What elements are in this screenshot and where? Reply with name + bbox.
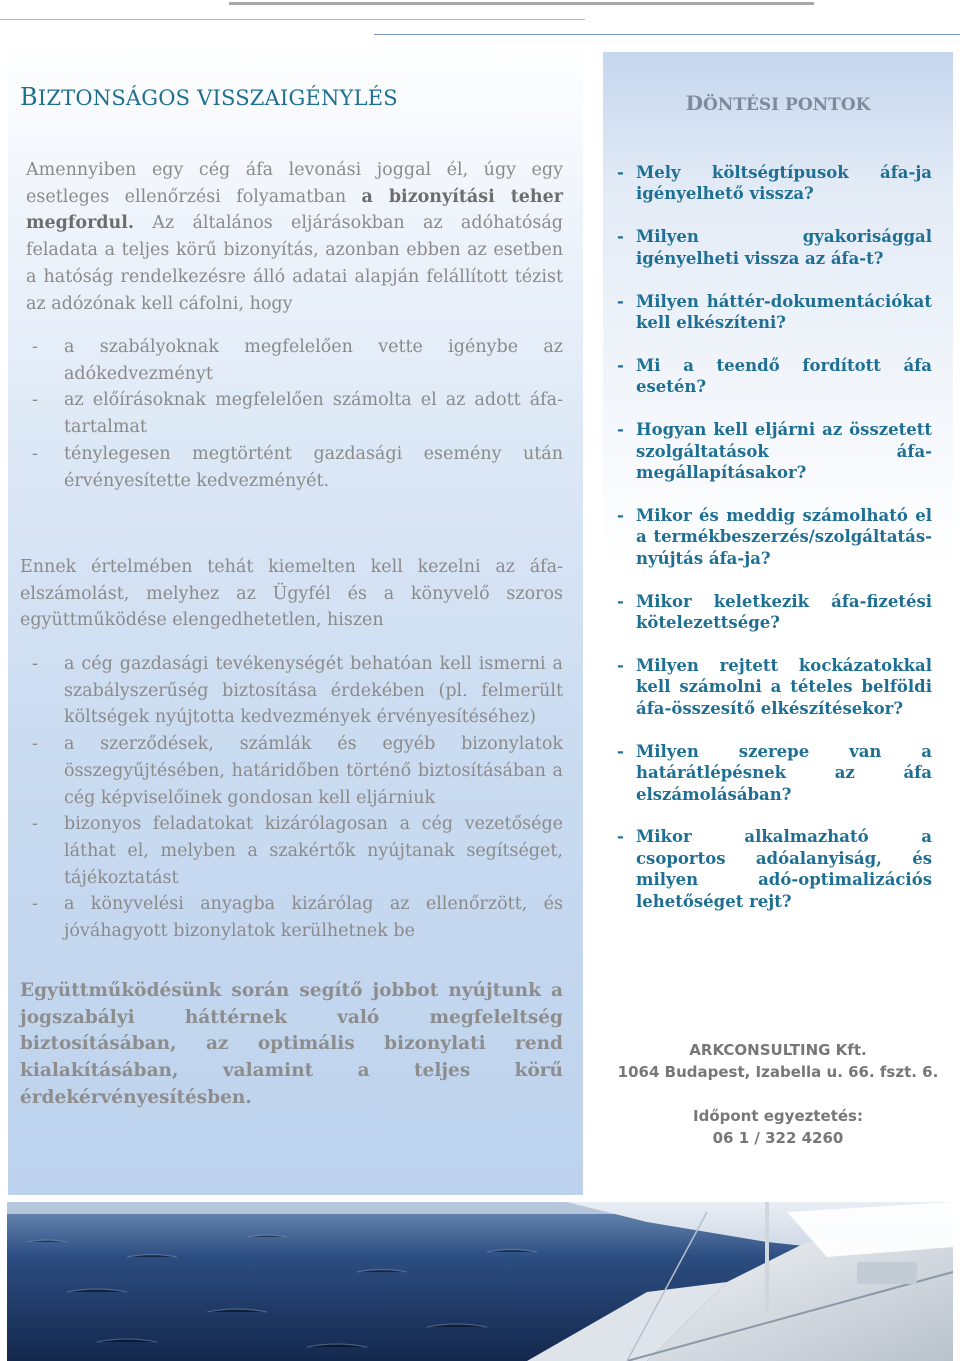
section-title: BIZTONSÁGOS VISSZAIGÉNYLÉS [20,83,398,111]
list-item [26,334,563,387]
list-item-text: Mikor keletkezik áfa-fizetési kötelezettsége? [636,591,932,633]
dash-bullet: - [617,227,624,247]
list-item [617,741,932,805]
top-rule-gray [229,2,814,5]
list-item [617,226,932,269]
dash-bullet: - [32,337,38,357]
list-item-text: ténylegesen megtörtént gazdasági esemény után érvényesítette kedvezményét. [64,443,563,491]
list-item [26,387,563,440]
top-rule-teal [0,19,585,20]
dash-bullet: - [617,741,624,761]
list-item-text: Milyen szerepe van a határátlépésnek az áfa elszámolásában? [636,741,932,804]
phone-number: 06 1 / 322 4260 [712,1129,844,1147]
list-item-text: Mikor alkalmazható a csoportos adóalanyiság, és milyen adó-optimalizációs lehetőséget rejt? [636,827,932,911]
decision-questions-list [617,162,932,934]
dash-bullet: - [617,355,624,375]
dash-bullet: - [617,420,624,440]
closing-statement: Együttműködésünk során segítő jobbot nyújtunk a jogszabályi háttérnek való megfeleltség biztosításában, az optimális bizonylati rend kialakításában, valamint a teljes körű érdekérvényesítésben. [20,980,563,1108]
list-item-text: az előírásoknak megfelelően számolta el az adott áfa-tartalmat [64,390,563,438]
list-item-text: a szabályoknak megfelelően vette igénybe az adókedvezményt [64,337,563,384]
list-item-text: bizonyos feladatokat kizárólagosan a cég vezetősége láthat el, melyben a szakértők nyújtanak segítséget, tájékoztatást [64,814,563,888]
decision-points-title: DÖNTÉSI PONTOK [685,91,871,115]
cooperation-list [26,651,563,945]
requirements-list [26,334,563,494]
dash-bullet: - [32,814,38,835]
list-item [26,441,563,494]
intro-bold-text: a bizonyítási teher megfordul. [26,186,563,234]
list-item-text: Mikor és meddig számolható el a termékbeszerzés/szolgáltatás-nyújtás áfa-ja? [636,505,932,568]
dash-bullet: - [617,591,624,611]
intro-paragraph: Amennyiben egy cég áfa levonási joggal él, úgy egy esetleges ellenőrzési folyamatban a bizonyítási teher megfordul. Az általános eljárásokban az adóhatóság feladata a teljes körű bizonyítás, azonban ebben az esetben a hatóság rendelkezésre álló adatai alapján felállított tézist az adózónak kell cáfolni, hogy [26,160,563,314]
list-item [617,355,932,398]
appointment-label: Időpont egyeztetés: [693,1107,863,1125]
dash-bullet: - [32,894,38,915]
list-item-text: a könyvelési anyagba kizárólag az ellenőrzött, és jóváhagyott bizonylatok kerülhetnek be [64,894,563,942]
dash-bullet: - [32,654,38,674]
dash-bullet: - [32,443,38,464]
second-paragraph: Ennek értelmében tehát kiemelten kell kezelni az áfa-elszámolást, melyhez az Ügyfél és a könyvelő szoros együttműködése elengedhetetlen, hiszen [20,557,563,631]
list-item-text: Milyen gyakorisággal igényelheti vissza az áfa-t? [636,227,932,268]
list-item [617,826,932,912]
list-item [26,731,563,811]
list-item [617,162,932,205]
list-item [617,591,932,634]
dash-bullet: - [617,163,624,182]
list-item-text: Mi a teendő fordított áfa esetén? [636,355,932,397]
dash-bullet: - [32,390,38,411]
list-item [26,811,563,891]
list-item-text: Hogyan kell eljárni az összetett szolgáltatások áfa-megállapításakor? [636,420,932,483]
company-address: 1064 Budapest, Izabella u. 66. fszt. 6. [617,1063,939,1081]
dash-bullet: - [617,505,624,525]
list-item [617,419,932,483]
dash-bullet: - [617,291,624,311]
sailboat-sea-photo [7,1202,953,1361]
list-item-text: a cég gazdasági tevékenységét behatóan kell ismerni a szabályszerűség biztosítása érdekében (pl. felmerült költségek nyújtotta kedvezmények érvényesítéséhez) [64,654,563,728]
list-item [617,291,932,334]
company-name: ARKCONSULTING Kft. [689,1041,867,1059]
list-item-text: Milyen rejtett kockázatokkal kell számolni a tételes belföldi áfa-összesítő elkészítésekor? [636,656,932,718]
list-item-text: Milyen háttér-dokumentációkat kell elkészíteni? [636,291,932,333]
dash-bullet: - [32,734,38,755]
list-item [26,891,563,944]
dash-bullet: - [617,827,624,847]
list-item-text: Mely költségtípusok áfa-ja igényelhető vissza? [636,163,932,204]
list-item [617,655,932,719]
top-rule-blue [374,34,960,35]
sailboat-sea-illustration [7,1202,953,1361]
list-item-text: a szerződések, számlák és egyéb bizonylatok összegyűjtésében, határidőben történő biztosításában a cég képviselőinek gondosan kell eljárniuk [64,734,563,808]
list-item [617,505,932,569]
list-item [26,651,563,731]
dash-bullet: - [617,656,624,675]
